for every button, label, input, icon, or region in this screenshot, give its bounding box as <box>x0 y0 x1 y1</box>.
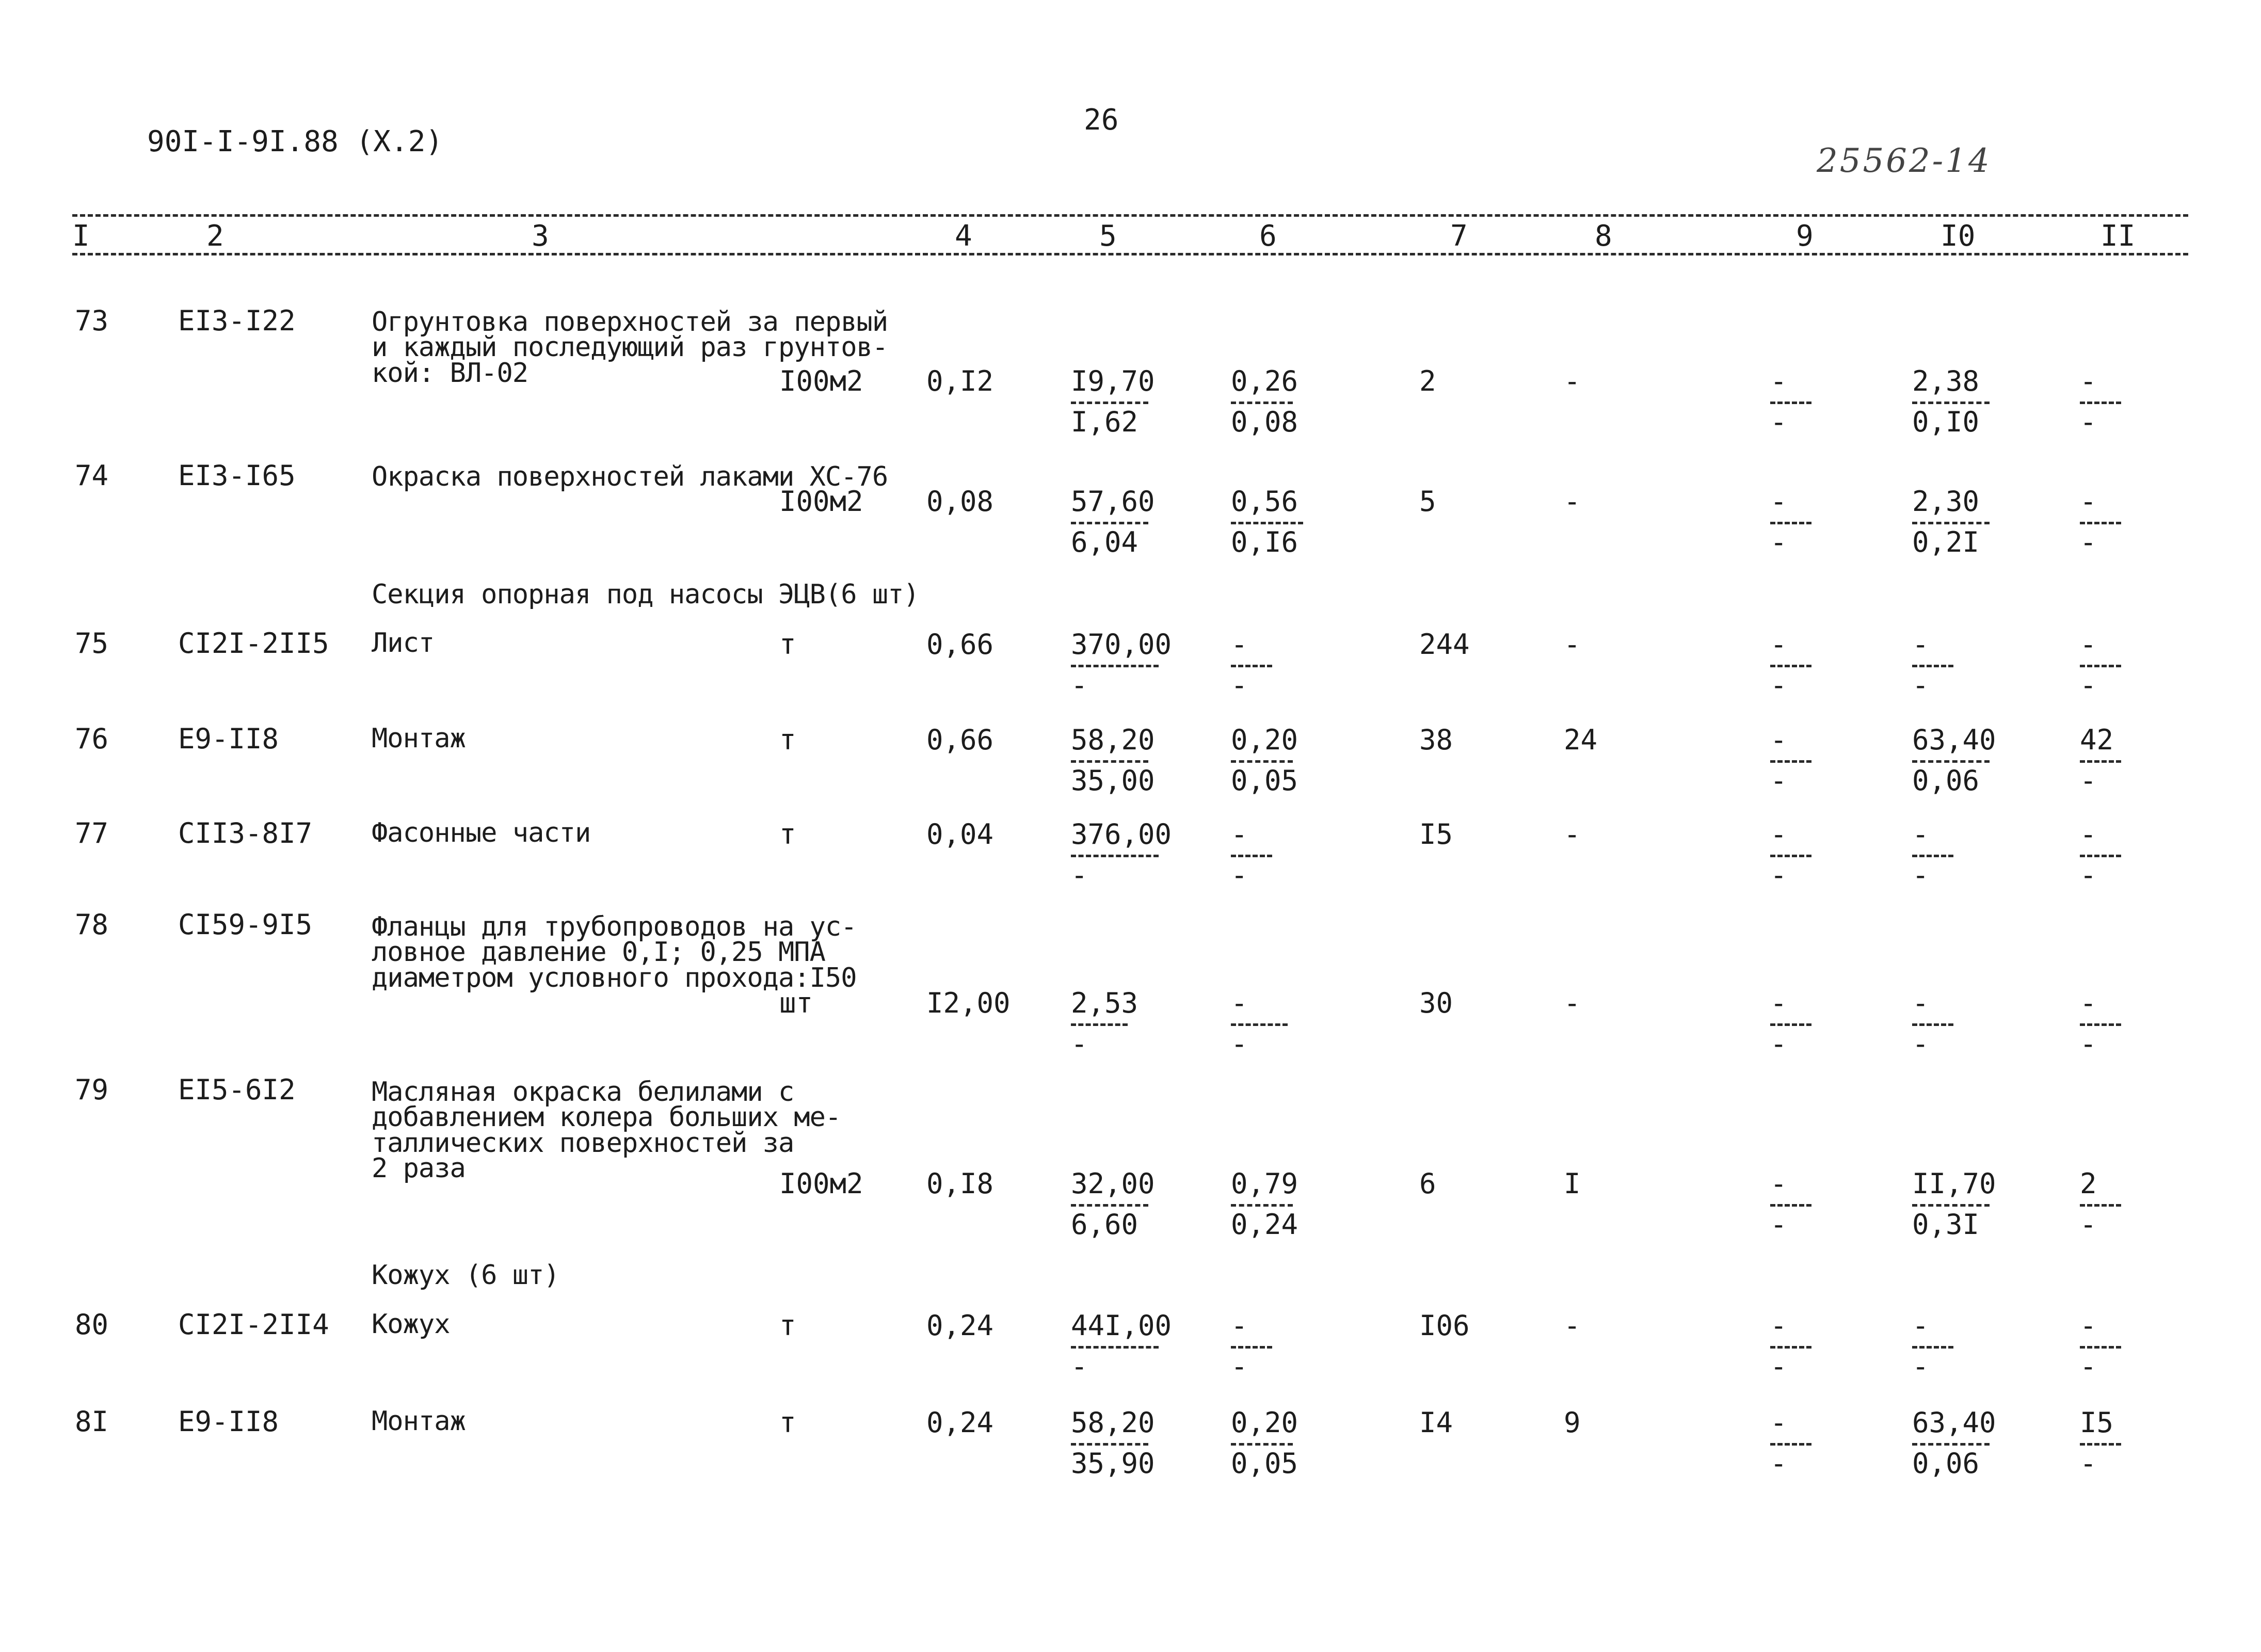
quantity: 0,I2 <box>926 365 994 397</box>
col10-bottom: 0,06 <box>1912 764 1980 797</box>
col11-top: - <box>2080 628 2097 661</box>
col9-top: - <box>1770 987 1787 1019</box>
unit: т <box>779 818 796 851</box>
column-header-1: I <box>72 219 90 253</box>
col5-bottom: - <box>1071 669 1088 701</box>
quantity: 0,04 <box>926 818 994 851</box>
col8-value: 24 <box>1564 724 1598 756</box>
work-description: Масляная окраска белилами с добавлением колера больших ме- таллических поверхностей за 2 раза <box>372 1077 841 1184</box>
rate-code: CII3-8I7 <box>178 817 313 849</box>
col11-bottom: - <box>2080 526 2097 558</box>
quantity: 0,24 <box>926 1406 994 1439</box>
document-code: 90I-I-9I.88 (X.2) <box>147 125 443 158</box>
col9-fraction <box>1770 628 1873 702</box>
col9-top: - <box>1770 485 1787 518</box>
col7-value: 5 <box>1419 485 1436 518</box>
col9-bottom: - <box>1770 1350 1787 1383</box>
col5-top: 44I,00 <box>1071 1309 1172 1342</box>
col8-value: - <box>1564 365 1581 397</box>
col9-fraction <box>1770 1406 1873 1481</box>
row-number: 80 <box>75 1308 109 1341</box>
work-description: Фланцы для трубопроводов на ус- ловное давление 0,I; 0,25 МПА диаметром условного прохода:I50 <box>372 911 857 993</box>
unit: т <box>779 628 796 661</box>
col5-top: 32,00 <box>1071 1167 1155 1200</box>
row-number: 78 <box>75 908 109 941</box>
col6-top: 0,20 <box>1231 1406 1298 1439</box>
quantity: 0,24 <box>926 1309 994 1342</box>
col10-top: - <box>1912 818 1929 851</box>
col6-top: - <box>1231 818 1248 851</box>
col6-bottom: 0,24 <box>1231 1208 1298 1241</box>
col9-fraction <box>1770 989 1873 1061</box>
column-header-5: 5 <box>1099 219 1117 253</box>
col6-bottom: - <box>1231 1350 1248 1383</box>
col7-value: I06 <box>1419 1309 1470 1342</box>
col9-top: - <box>1770 1406 1787 1439</box>
col8-value: - <box>1564 1309 1581 1342</box>
col10-fraction <box>1912 1167 2015 1242</box>
col10-bottom: 0,I0 <box>1912 406 1980 438</box>
col6-fraction <box>1231 989 1334 1061</box>
column-header-9: 9 <box>1796 219 1814 253</box>
col9-bottom: - <box>1770 859 1787 891</box>
col5-bottom: - <box>1071 1350 1088 1383</box>
col11-bottom: - <box>2080 1028 2097 1060</box>
col9-fraction <box>1770 726 1873 798</box>
col9-fraction <box>1770 1167 1873 1242</box>
col5-fraction <box>1071 1309 1174 1384</box>
col10-fraction <box>1912 485 2015 559</box>
col6-fraction <box>1231 818 1334 892</box>
col8-value: - <box>1564 485 1581 518</box>
col11-fraction <box>2080 1406 2183 1481</box>
col10-bottom: 0,06 <box>1912 1447 1980 1480</box>
work-description: Монтаж <box>372 1406 466 1437</box>
rate-code: EI3-I22 <box>178 304 296 337</box>
row-number: 76 <box>75 723 109 755</box>
unit: т <box>779 724 796 756</box>
col5-fraction <box>1071 1167 1174 1242</box>
col8-value: I <box>1564 1167 1581 1200</box>
work-description: Кожух <box>372 1309 450 1340</box>
col5-bottom: I,62 <box>1071 406 1138 438</box>
column-header-7: 7 <box>1450 219 1468 253</box>
col8-value: 9 <box>1564 1406 1581 1439</box>
quantity: 0,I8 <box>926 1167 994 1200</box>
col10-fraction <box>1912 818 2015 892</box>
col11-top: - <box>2080 818 2097 851</box>
row-number: 74 <box>75 459 109 492</box>
column-header-8: 8 <box>1595 219 1612 253</box>
col10-fraction <box>1912 989 2015 1061</box>
col9-fraction <box>1770 818 1873 892</box>
work-description: Огрунтовка поверхностей за первый и каждый последующий раз грунтов- кой: ВЛ-02 <box>372 307 888 389</box>
col11-fraction <box>2080 628 2183 702</box>
col11-bottom: - <box>2080 669 2097 701</box>
col5-fraction <box>1071 1406 1174 1481</box>
row-number: 73 <box>75 304 109 337</box>
page-number: 26 <box>1084 103 1119 137</box>
col10-top: 63,40 <box>1912 724 1996 756</box>
rate-code: CI59-9I5 <box>178 908 313 941</box>
col5-bottom: 35,00 <box>1071 764 1155 797</box>
col6-top: - <box>1231 1309 1248 1342</box>
col11-fraction <box>2080 989 2183 1061</box>
col10-fraction <box>1912 726 2015 798</box>
col5-fraction <box>1071 989 1174 1061</box>
col11-top: - <box>2080 485 2097 518</box>
column-header-3: 3 <box>532 219 549 253</box>
col10-top: 63,40 <box>1912 1406 1996 1439</box>
unit: т <box>779 1309 796 1342</box>
quantity: 0,66 <box>926 724 994 756</box>
row-number: 75 <box>75 627 109 660</box>
col11-fraction <box>2080 818 2183 892</box>
col11-top: 42 <box>2080 724 2114 756</box>
col10-fraction <box>1912 1309 2015 1384</box>
col9-bottom: - <box>1770 406 1787 438</box>
col5-top: 58,20 <box>1071 724 1155 756</box>
col10-bottom: - <box>1912 1350 1929 1383</box>
col6-bottom: - <box>1231 859 1248 891</box>
work-description: Фасонные части <box>372 817 591 848</box>
col6-top: - <box>1231 628 1248 661</box>
unit: I00м2 <box>779 365 863 397</box>
col7-value: 2 <box>1419 365 1436 397</box>
col9-bottom: - <box>1770 1447 1787 1480</box>
col6-fraction <box>1231 367 1334 439</box>
col11-fraction <box>2080 726 2183 798</box>
col11-top: - <box>2080 987 2097 1019</box>
col6-top: 0,26 <box>1231 365 1298 397</box>
col6-fraction <box>1231 485 1334 559</box>
col5-bottom: 35,90 <box>1071 1447 1155 1480</box>
col5-top: I9,70 <box>1071 365 1155 397</box>
work-description: Монтаж <box>372 723 466 754</box>
col5-top: 370,00 <box>1071 628 1172 661</box>
col11-bottom: - <box>2080 406 2097 438</box>
col6-bottom: - <box>1231 1028 1248 1060</box>
col10-top: 2,38 <box>1912 365 1980 397</box>
col6-bottom: 0,I6 <box>1231 526 1298 558</box>
col9-bottom: - <box>1770 764 1787 797</box>
col9-top: - <box>1770 818 1787 851</box>
column-header-4: 4 <box>955 219 972 253</box>
col6-fraction <box>1231 726 1334 798</box>
col6-bottom: 0,08 <box>1231 406 1298 438</box>
sheet-number: 25562-14 <box>1817 142 1992 180</box>
section-heading: Кожух (6 шт) <box>372 1260 559 1291</box>
unit: I00м2 <box>779 485 863 518</box>
col11-fraction <box>2080 485 2183 559</box>
rate-code: CI2I-2II5 <box>178 627 329 660</box>
col11-top: - <box>2080 365 2097 397</box>
col6-top: - <box>1231 987 1248 1019</box>
col6-fraction <box>1231 1406 1334 1481</box>
unit: I00м2 <box>779 1167 863 1200</box>
col11-bottom: - <box>2080 859 2097 891</box>
col9-fraction <box>1770 367 1873 439</box>
col10-top: 2,30 <box>1912 485 1980 518</box>
column-header-6: 6 <box>1259 219 1277 253</box>
rate-code: E9-II8 <box>178 1405 279 1438</box>
row-number: 8I <box>75 1405 109 1438</box>
col5-bottom: 6,04 <box>1071 526 1138 558</box>
rate-code: EI3-I65 <box>178 459 296 492</box>
col8-value: - <box>1564 628 1581 661</box>
col6-fraction <box>1231 1309 1334 1384</box>
column-header-10: I0 <box>1941 219 1976 253</box>
col10-fraction <box>1912 1406 2015 1481</box>
col10-bottom: 0,3I <box>1912 1208 1980 1241</box>
section-heading: Секция опорная под насосы ЭЦВ(6 шт) <box>372 579 919 610</box>
col10-top: - <box>1912 1309 1929 1342</box>
header-rule-bottom <box>72 253 2188 255</box>
col10-top: - <box>1912 987 1929 1019</box>
col6-top: 0,56 <box>1231 485 1298 518</box>
col11-top: - <box>2080 1309 2097 1342</box>
unit: т <box>779 1406 796 1439</box>
work-description: Лист <box>372 628 435 659</box>
col10-bottom: 0,2I <box>1912 526 1980 558</box>
col9-top: - <box>1770 628 1787 661</box>
col8-value: - <box>1564 818 1581 851</box>
col5-fraction <box>1071 367 1174 439</box>
col6-bottom: 0,05 <box>1231 1447 1298 1480</box>
col10-top: II,70 <box>1912 1167 1996 1200</box>
rate-code: E9-II8 <box>178 723 279 755</box>
unit: шт <box>779 987 813 1019</box>
quantity: 0,08 <box>926 485 994 518</box>
col5-fraction <box>1071 818 1174 892</box>
col6-fraction <box>1231 1167 1334 1242</box>
col5-bottom: - <box>1071 859 1088 891</box>
col7-value: 244 <box>1419 628 1470 661</box>
column-header-11: II <box>2100 219 2136 253</box>
col8-value: - <box>1564 987 1581 1019</box>
col9-fraction <box>1770 485 1873 559</box>
col11-fraction <box>2080 367 2183 439</box>
rate-code: CI2I-2II4 <box>178 1308 329 1341</box>
col11-bottom: - <box>2080 1350 2097 1383</box>
quantity: 0,66 <box>926 628 994 661</box>
col5-fraction <box>1071 485 1174 559</box>
col10-fraction <box>1912 628 2015 702</box>
col10-bottom: - <box>1912 1028 1929 1060</box>
column-header-2: 2 <box>206 219 224 253</box>
col11-fraction <box>2080 1167 2183 1242</box>
col9-fraction <box>1770 1309 1873 1384</box>
row-number: 79 <box>75 1073 109 1106</box>
col5-bottom: 6,60 <box>1071 1208 1138 1241</box>
header-rule-top <box>72 214 2188 217</box>
quantity: I2,00 <box>926 987 1011 1019</box>
rate-code: EI5-6I2 <box>178 1073 296 1106</box>
col7-value: I5 <box>1419 818 1453 851</box>
col5-top: 57,60 <box>1071 485 1155 518</box>
col6-fraction <box>1231 628 1334 702</box>
col10-bottom: - <box>1912 669 1929 701</box>
col7-value: I4 <box>1419 1406 1453 1439</box>
col5-top: 58,20 <box>1071 1406 1155 1439</box>
col7-value: 30 <box>1419 987 1453 1019</box>
col7-value: 38 <box>1419 724 1453 756</box>
col9-top: - <box>1770 724 1787 756</box>
col11-bottom: - <box>2080 1447 2097 1480</box>
col9-top: - <box>1770 365 1787 397</box>
col11-bottom: - <box>2080 764 2097 797</box>
col6-top: 0,79 <box>1231 1167 1298 1200</box>
col5-top: 376,00 <box>1071 818 1172 851</box>
col6-bottom: 0,05 <box>1231 764 1298 797</box>
col11-top: 2 <box>2080 1167 2097 1200</box>
col9-top: - <box>1770 1167 1787 1200</box>
col9-bottom: - <box>1770 526 1787 558</box>
work-description: Окраска поверхностей лаками ХС-76 <box>372 461 888 492</box>
col10-bottom: - <box>1912 859 1929 891</box>
col7-value: 6 <box>1419 1167 1436 1200</box>
col6-top: 0,20 <box>1231 724 1298 756</box>
col5-fraction <box>1071 628 1174 702</box>
col6-bottom: - <box>1231 669 1248 701</box>
col11-fraction <box>2080 1309 2183 1384</box>
row-number: 77 <box>75 817 109 849</box>
col9-top: - <box>1770 1309 1787 1342</box>
col11-bottom: - <box>2080 1208 2097 1241</box>
col9-bottom: - <box>1770 1028 1787 1060</box>
col5-fraction <box>1071 726 1174 798</box>
col11-top: I5 <box>2080 1406 2114 1439</box>
col9-bottom: - <box>1770 1208 1787 1241</box>
col5-bottom: - <box>1071 1028 1088 1060</box>
col9-bottom: - <box>1770 669 1787 701</box>
col10-fraction <box>1912 367 2015 439</box>
col5-top: 2,53 <box>1071 987 1138 1019</box>
col10-top: - <box>1912 628 1929 661</box>
